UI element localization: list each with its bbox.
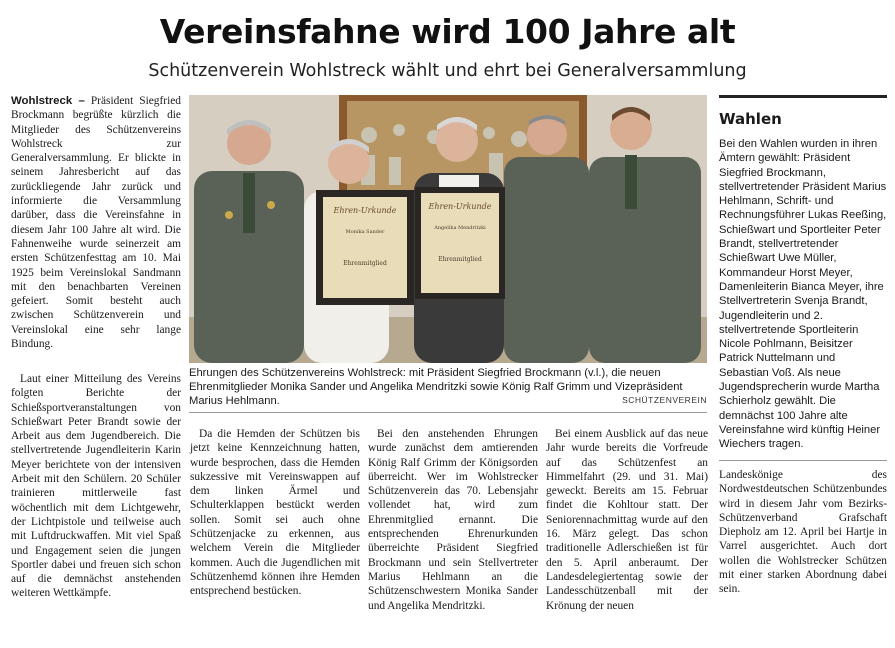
article-photo [189,95,707,363]
article-column-1 [11,94,181,351]
sidebar-rule [719,95,887,98]
article-paragraph: Bei einem Ausblick auf das neue Jahr wurde bereits die Vorfreude auf das Schützenfest an Himmelfahrt (29. und 31. Mai) geweckt. Bereits am 15. Februar findet die Kohltour statt. Der Seniorennachmittag wurde auf den 16. März gelegt. Das schon traditionelle Adlerschießen ist für den 5. April anberaumt. Der Landesdelegiertentag sowie der Landesschützenball mit der Krönung der neuen [546,428,708,612]
article-paragraph: Bei den anstehenden Ehrungen wurde zunächst dem amtierenden König Ralf Grimm der Königsorden überreicht. Wer im Wohlstrecker Schützenverein das 70. Lebensjahr vollendet hat, wird zum Ehrenmitglied ernannt. Die entsprechenden Ehrenurkunden überreichte Präsident Siegfried Brockmann und sein Stellvertreter Marius Hehlmann an die Schützenschwestern Monika Sander und Angelika Mendritzki. [368,428,538,612]
article-paragraph: Da die Hemden der Schützen bis jetzt keine Kennzeichnung hatten, wurde besprochen, dass die Hemden sukzessive mit Vereinswappen auf dem linken Ärmel und Schulterklappen bestückt werden sollen. Somit sei auch ohne Schützenjacke zu erkennen, aus welchem Verein die Mitglieder kommen. Auch die Jugendlichen mit Schützenhemd können ihre Hemden entsprechend bestücken. [190,428,360,598]
article-column-5 [719,468,887,597]
subheadline: Schützenverein Wohlstreck wählt und ehrt bei Generalversammlung [148,61,747,81]
article-column-1b [11,372,181,601]
certificate-title-2: Ehren-Urkunde [428,202,492,211]
certificate-name-1: Monika Sander [345,229,385,235]
certificate-title-1: Ehren-Urkunde [333,206,397,215]
article-column-3 [368,427,538,613]
divider [189,412,707,413]
article-column-4 [546,427,708,613]
photo-illustration [189,95,707,363]
sidebar-body: Bei den Wahlen wurden in ihren Ämtern gewählt: Präsident Siegfried Brockmann, stellvertretender Präsident Marius Hehlmann, Schrift- und Rechnungsführer Lukas Reeßing, Schießwart und Sportleiter Peter Brandt, stellvertretender Schießwart Uwe Müller, Kommandeur Horst Meyer, Damenleiterin Bianca Meyer, ihre Stellvertreterin Svenja Brandt, Jugendleiterin und 2. stellvertretende Sportleiterin Nicole Pohlmann, Beisitzer Patrick Nuttelmann und Sebastian Voß. Als neue Jugendsprecherin wurde Martha Schierholz gewählt. Die demnächst 100 Jahre alte Vereinsfahne wird künftig Heiner Wiechers tragen. [719,138,887,451]
article-column-2 [190,427,360,599]
certificate-frame-1 [316,190,414,305]
paragraph-text: Präsident Siegfried Brockmann begrüßte kürzlich die Mitglieder des Schützenvereins Wohlstreck zur Generalversammlung. Er blickte in seinem Jahresbericht auf das zurückliegende Jahr zurück und informierte die Versammlung darüber, dass die Vereinsfahne in diesem Jahr 100 Jahre alt wird. Die Fahnenweihe wurde seinerzeit am ersten Schützenfesttag am 10. Mai 1925 beim Vereinslokal Sandmann mit den benachbarten Vereinen gefeiert. Somit besteht auch zwischen Schützenverein und Vereinslokal eine sehr lange Bindung. [11,95,181,351]
certificate-award-1: Ehrenmitglied [343,260,387,267]
sidebar-title: Wahlen [719,110,782,128]
headline: Vereinsfahne wird 100 Jahre alt [159,12,736,51]
certificate-name-2: Angelika Mendritzki [434,225,486,231]
sidebar-divider [719,460,887,461]
article-paragraph: Landeskönige des Nordwestdeutschen Schützenbundes wird in diesem Jahr vom Bezirks-Schützenverband Grafschaft Diepholz am 12. April bei Hartje in Varrel ausgerichtet. Auch dort wollen die Wohlstrecker Schützen mit einer starken Abordnung dabei sein. [719,469,887,596]
dateline: Wohlstreck – [11,95,85,107]
article-paragraph [11,94,181,351]
certificate-award-2: Ehrenmitglied [438,256,482,263]
photo-caption: Ehrungen des Schützenvereins Wohlstreck: mit Präsident Siegfried Brockmann (v.l.), die neuen Ehrenmitglieder Monika Sander und Angelika Mendritzki sowie König Ralf Grimm und Vizepräsident Marius Hehlmann. [189,367,683,407]
article-paragraph: Laut einer Mitteilung des Vereins folgten Berichte der Schießsportveranstaltungen von Schießwart Peter Brandt sowie der Arbeit aus dem Jugendbereich. Die stellvertretende Jugendleiterin Karin Meyer berichtete von der intensiven Arbeit mit den Schülern. 20 Schüler trainieren mittlerweile fast wöchentlich mit dem Lichtgewehr, der Lichtpistole und teilweise auch mit Luftdruckwaffen. Mit viel Spaß und Engagement seien die jungen Sportler dabei und freuen sich schon auf die demnächst anstehenden weiteren Wettkämpfe. [11,373,181,600]
certificate-frame-2 [415,187,505,299]
photo-credit: SCHÜTZENVEREIN [622,395,707,405]
